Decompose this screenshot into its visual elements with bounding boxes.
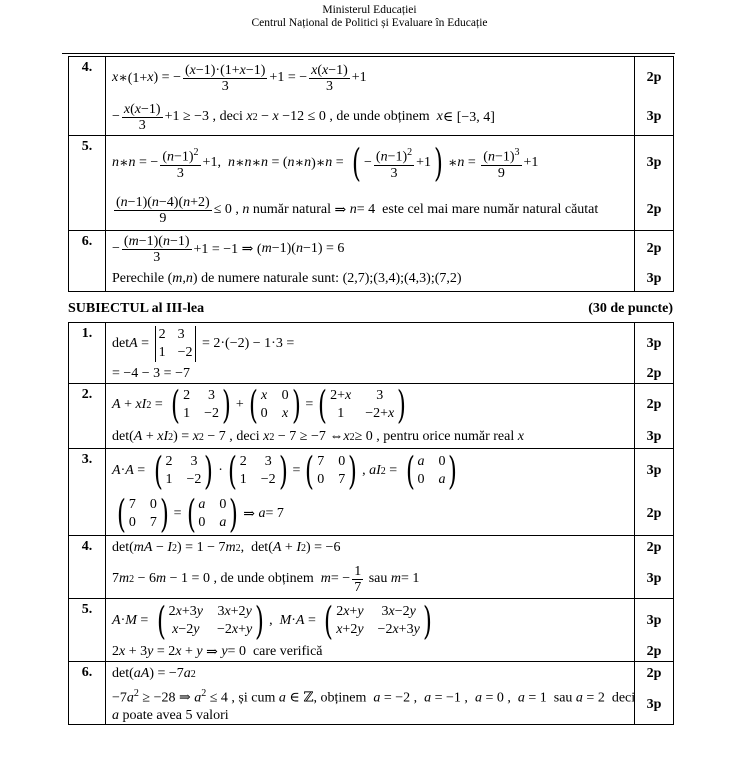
exercise-solution	[106, 231, 635, 292]
text-si-cum: și cum	[238, 690, 276, 706]
exercise-number: 6.	[69, 231, 106, 292]
points-value: 3p	[646, 271, 662, 286]
solution-line: A · A = ( 2 3 1 −2 ) · ( 2 3 1 −2 ) = ( 7 0 0 7 ) , aI 2 = ( a 0 0 a )	[112, 449, 458, 493]
text-de-unde: de unde obținem	[220, 571, 314, 586]
text-pentru-orice: pentru orice număr real	[383, 429, 515, 444]
solution-line: det A = 2 3 1 −2 = 2·(−2) − 1·3 =	[112, 327, 295, 360]
points-value: 2p	[646, 366, 662, 381]
exercise-row	[69, 449, 674, 536]
points-value: 3p	[646, 613, 662, 628]
exercise-solution	[106, 599, 635, 662]
points-value: 2p	[646, 540, 662, 555]
text-numar-natural: număr natural	[252, 202, 332, 217]
points-value: 3p	[646, 697, 662, 712]
exercise-solution	[106, 323, 635, 384]
solution-line: $-7a^2 \ge -28$ ⇒ $a^2 \le 4$ , și cum a ∈ ℤ, obținem a = −2 , a = −1 , a = 0 , a = 1 sau a = 2 deci a poate avea 5 valori	[112, 687, 636, 724]
exercise-solution	[106, 662, 635, 725]
text-perechile: Perechile	[112, 271, 165, 286]
solution-line: 2 x + 3 y = 2 x + y ⇒ y = 0 care verifică	[112, 644, 323, 660]
solution-line: (n−1)(n−4)(n+2) 9 ≤ 0 , n număr natural ⇒ n = 4 este cel mai mare număr natural căutat	[116, 194, 599, 226]
exercise-number: 6.	[69, 662, 106, 725]
solution-line: Perechile ( m , n ) de numere naturale sunt: (2,7);(3,4);(4,3);(7,2)	[112, 271, 462, 286]
solution-line: det( A + xI 2 ) = x 2 − 7 , deci x 2 − 7 ≥ −7 ⇔ x 2 ≥ 0 , pentru orice număr real x	[112, 429, 524, 444]
points-value: 3p	[646, 429, 662, 444]
exercise-solution	[106, 384, 635, 449]
exercise-row	[69, 323, 674, 384]
exercise-solution	[106, 57, 635, 136]
points-value: 2p	[646, 644, 662, 659]
points-value: 3p	[646, 463, 662, 478]
exercise-number: 1.	[69, 323, 106, 384]
header-ministry: Ministerul Educației	[322, 4, 417, 16]
solution-line: = −4 − 3 = −7	[112, 366, 190, 381]
header-center: Centrul Național de Politici și Evaluare în Educație	[251, 17, 488, 29]
points-column	[635, 449, 674, 536]
text-deci: deci	[611, 690, 636, 706]
solution-line: det( aA ) = −7 a 2	[112, 666, 196, 681]
points-column	[635, 323, 674, 384]
exercise-number: 4.	[69, 536, 106, 599]
section-ii-table	[68, 56, 674, 292]
exercise-row	[69, 536, 674, 599]
points-value: 3p	[646, 571, 662, 586]
points-column	[635, 599, 674, 662]
solution-line: x ∗(1+ x ) = − (x−1)·(1+x−1) 3 +1 = − x(x−1) 3 +1	[112, 62, 367, 94]
solution-line: − x(x−1) 3 +1 ≥ −3 , deci x 2 − x −12 ≤ 0 , de unde obținem x ∈ [−3, 4]	[112, 101, 495, 133]
solution-line: n ∗ n = − $(n-1)^2$ 3 +1, n ∗ n ∗ n = ( n ∗ n )∗ n = ( − $\frac{(n-1)^2}{3}$ +1 ) ∗ n = $(n-1)^3$ 9 +1	[112, 141, 539, 185]
exercise-row	[69, 384, 674, 449]
solution-line: − (m−1)(n−1) 3 +1 = −1 ⇒ ( m −1)( n −1) = 6	[112, 233, 345, 265]
solution-line: A · M = ( 2x+3y 3x+2y x−2y −2x+y ) , M · A = ( 2x+y 3x−2y x+2y −2x+3y )	[112, 599, 432, 643]
section-iii-table	[68, 322, 674, 725]
exercise-number: 3.	[69, 449, 106, 536]
points-value: 2p	[646, 506, 662, 521]
text-sau: sau	[368, 571, 388, 586]
solution-line: 7 m 2 − 6 m − 1 = 0 , de unde obținem m = − 1 7 sau m = 1	[112, 563, 420, 595]
exercise-number: 4.	[69, 57, 106, 136]
points-column	[635, 536, 674, 599]
text-de-numere: de numere naturale sunt:	[201, 271, 340, 286]
exercise-row	[69, 57, 674, 136]
points-column	[635, 231, 674, 292]
points-value: 2p	[646, 70, 662, 85]
exercise-row	[69, 662, 674, 725]
header-divider	[62, 53, 675, 54]
points-value: 2p	[646, 397, 662, 412]
exercise-row	[69, 599, 674, 662]
exercise-number: 5.	[69, 599, 106, 662]
exercise-row	[69, 136, 674, 231]
points-column	[635, 57, 674, 136]
text-deci: deci	[219, 109, 243, 124]
text-poate-avea: poate avea 5 valori	[122, 708, 229, 724]
text-sau: sau	[553, 690, 573, 706]
exercise-solution	[106, 136, 635, 231]
exercise-solution	[106, 449, 635, 536]
points-column	[635, 662, 674, 725]
section-points: (30 de puncte)	[588, 301, 673, 316]
points-value: 3p	[646, 336, 662, 351]
solution-line: A + xI 2 = ( 2 3 1 −2 ) + ( x 0 0 x ) = ( 2+x 3 1 −2+x )	[112, 383, 407, 427]
section-title: SUBIECTUL al III-lea	[68, 301, 205, 316]
points-value: 2p	[646, 202, 662, 217]
points-column	[635, 136, 674, 231]
solution-line: ( 7 0 0 7 ) = ( a 0 0 a ) ⇒ a = 7	[116, 492, 284, 536]
text-deci: deci	[236, 429, 260, 444]
points-value: 2p	[646, 241, 662, 256]
text-care-verifica: care verifică	[252, 644, 323, 659]
exercise-number: 2.	[69, 384, 106, 449]
points-value: 3p	[646, 109, 662, 124]
text-obtinem: obținem	[320, 690, 367, 706]
points-column	[635, 384, 674, 449]
text-cel-mai-mare: este cel mai mare număr natural căutat	[382, 202, 599, 217]
points-value: 2p	[646, 666, 662, 681]
solution-line: det( mA − I 2 ) = 1 − 7 m 2 , det( A + I 2 ) = −6	[112, 540, 341, 555]
exercise-solution	[106, 536, 635, 599]
exercise-row	[69, 231, 674, 292]
text-de-unde: de unde obținem	[336, 109, 430, 124]
exercise-number: 5.	[69, 136, 106, 231]
points-value: 3p	[646, 155, 662, 170]
